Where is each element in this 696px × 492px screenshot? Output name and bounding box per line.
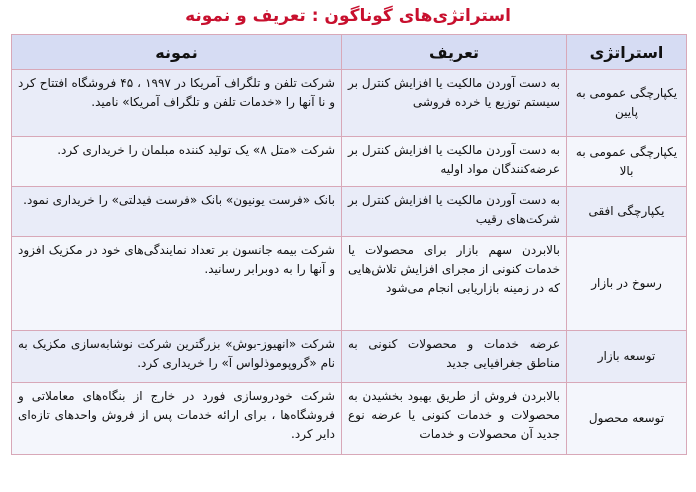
table-row [12,331,687,383]
header-strategy: استراتژی [567,35,687,70]
definition-cell: بالابردن فروش از طریق بهبود بخشیدن به محصولات و خدمات کنونی یا عرضه نوع جدید آن محصولات و خدمات [342,383,567,455]
table-row [12,70,687,137]
example-cell: شرکت «متل ۸» یک تولید کننده مبلمان را خریداری کرد. [12,137,342,187]
definition-cell: به دست آوردن مالکیت یا افزایش کنترل بر عرضه‌کنندگان مواد اولیه [342,137,567,187]
table-row [12,187,687,237]
example-cell: شرکت خودروسازی فورد در خارج از بنگاه‌های معاملاتی و فروشگاه‌ها ، برای ارائه خدمات پس از فروش واحدهای تازه‌ای دایر کرد. [12,383,342,455]
strategy-cell: توسعه بازار [567,331,687,383]
strategy-cell: یکپارچگی عمومی به پایین [567,70,687,137]
table-row [12,137,687,187]
example-cell: شرکت «انهیوز-بوش» بزرگترین شرکت نوشابه‌سازی مکزیک به نام «گروپوموذلواس آ» را خریداری کرد. [12,331,342,383]
example-cell: شرکت تلفن و تلگراف آمریکا در ۱۹۹۷ ، ۴۵ فروشگاه افتتاح کرد و نا آنها را «خدمات تلفن و تلگراف آمریکا» نامید. [12,70,342,137]
strategy-table [11,34,687,455]
strategy-cell: توسعه محصول [567,383,687,455]
definition-cell: عرضه خدمات و محصولات کنونی به مناطق جغرافیایی جدید [342,331,567,383]
definition-cell: بالابردن سهم بازار برای محصولات یا خدمات کنونی از مجرای افزایش تلاش‌هایی که در زمینه بازاریابی انجام می‌شود [342,237,567,331]
strategy-cell: رسوخ در بازار [567,237,687,331]
definition-cell: به دست آوردن مالکیت یا افزایش کنترل بر شرکت‌های رقیب [342,187,567,237]
header-row [12,35,687,70]
page-title: استراتژی‌های گوناگون : تعریف و نمونه [185,6,511,26]
strategy-cell: یکپارچگی افقی [567,187,687,237]
definition-cell: به دست آوردن مالکیت یا افزایش کنترل بر سیستم توزیع یا خرده فروشی [342,70,567,137]
header-definition: تعریف [342,35,567,70]
strategy-cell: یکپارچگی عمومی به بالا [567,137,687,187]
header-example: نمونه [12,35,342,70]
example-cell: شرکت بیمه جانسون بر تعداد نمایندگی‌های خود در مکزیک افزود و آنها را به دوبرابر رسانید. [12,237,342,331]
table-row [12,237,687,331]
example-cell: بانک «فرست یونیون» بانک «فرست فیدلتی» را خریداری نمود. [12,187,342,237]
table-row [12,383,687,455]
